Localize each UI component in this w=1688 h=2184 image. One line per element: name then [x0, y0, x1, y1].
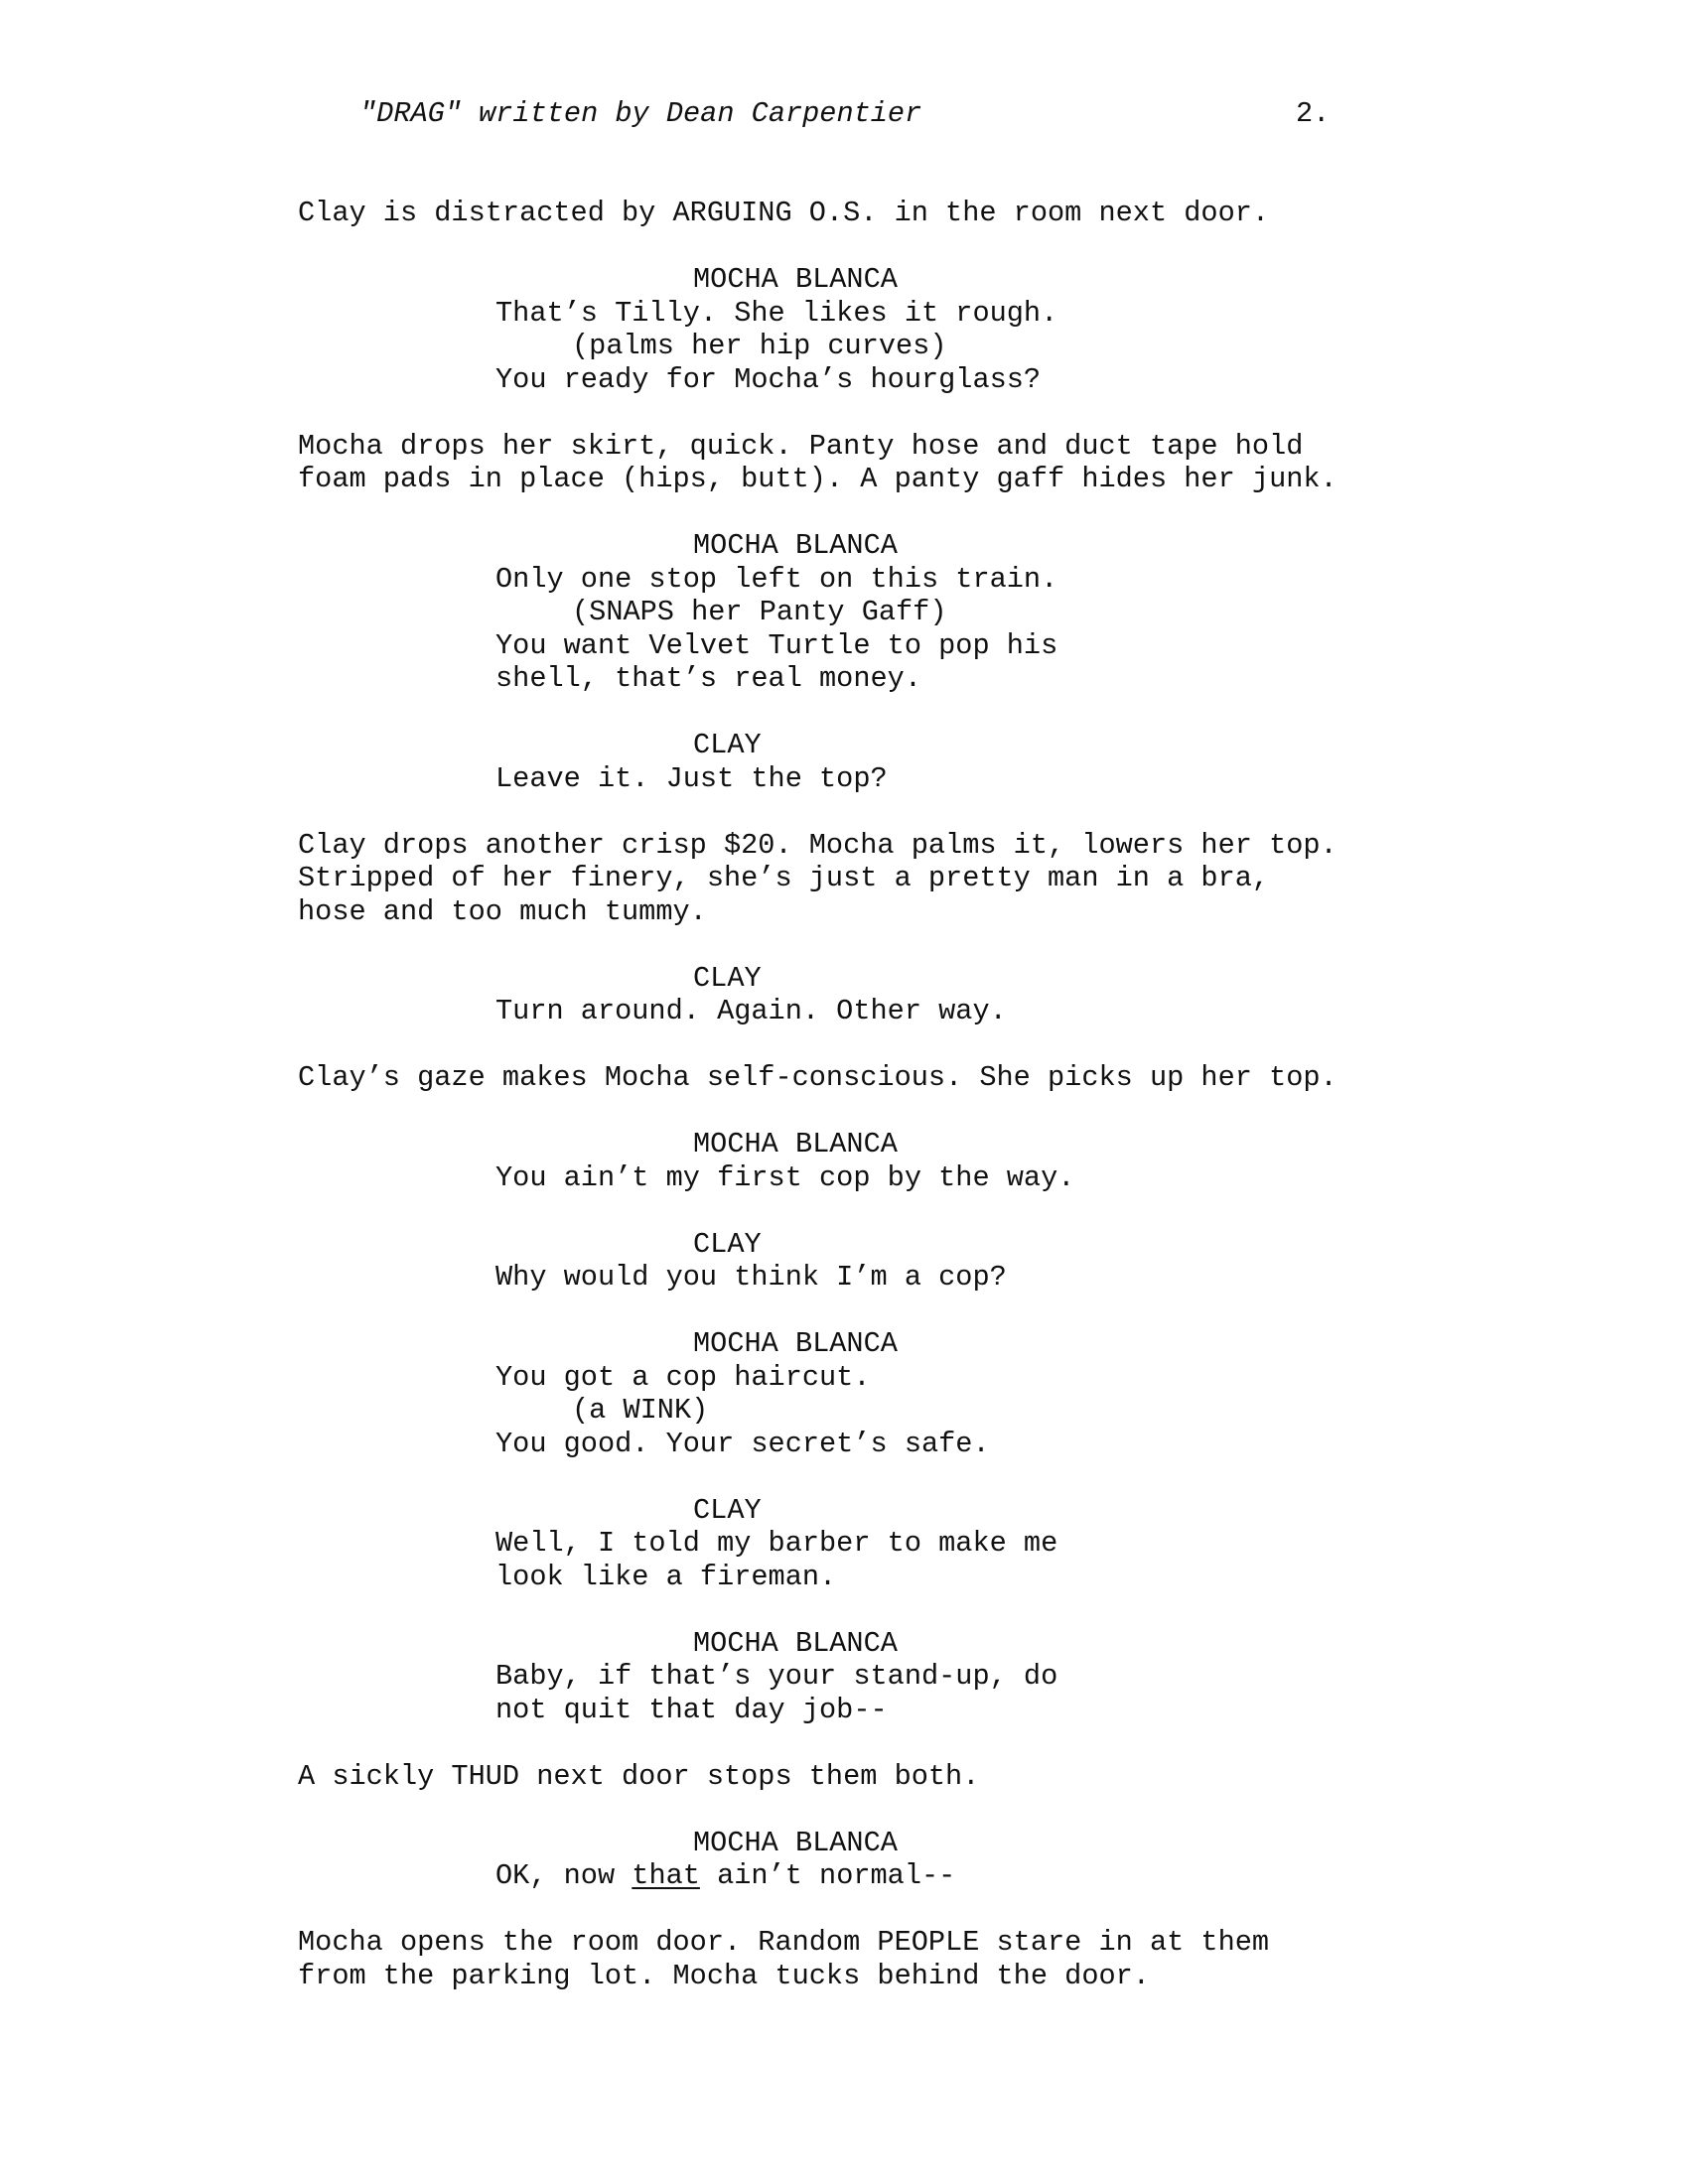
dialogue-line: Only one stop left on this train.: [495, 562, 1058, 596]
parenthetical-line: (palms her hip curves): [572, 330, 947, 362]
blank-line: [0, 396, 1688, 430]
dialogue-line: That’s Tilly. She likes it rough.: [495, 296, 1058, 330]
action-line: foam pads in place (hips, butt). A panty gaff hides her junk.: [298, 463, 1337, 495]
action-line: Mocha opens the room door. Random PEOPLE stare in at them: [298, 1926, 1270, 1959]
blank-line: [0, 1194, 1688, 1228]
blank-line: [0, 696, 1688, 730]
blank-line: [0, 496, 1688, 530]
blank-line: [0, 1028, 1688, 1062]
header-title: "DRAG" written by Dean Carpentier: [359, 97, 922, 130]
action-line: from the parking lot. Mocha tucks behind the door.: [298, 1959, 1150, 1992]
action-line: hose and too much tummy.: [298, 894, 707, 928]
dialogue-line: Why would you think I’m a cop?: [495, 1261, 1007, 1294]
character-cue: MOCHA BLANCA: [693, 1327, 898, 1360]
action-line: Clay’s gaze makes Mocha self-conscious. She picks up her top.: [298, 1061, 1337, 1094]
blank-line: [0, 1793, 1688, 1827]
underlined-word: that: [632, 1859, 700, 1892]
action-line: Clay is distracted by ARGUING O.S. in the room next door.: [298, 197, 1270, 229]
dialogue-line: You got a cop haircut.: [495, 1360, 871, 1394]
character-cue: MOCHA BLANCA: [693, 529, 898, 562]
page-number: 2.: [1296, 97, 1331, 130]
dialogue-line: shell, that’s real money.: [495, 662, 921, 695]
character-cue: CLAY: [693, 729, 762, 761]
dialogue-line: You ain’t my first cop by the way.: [495, 1160, 1075, 1194]
dialogue-line: Baby, if that’s your stand-up, do: [495, 1660, 1058, 1693]
blank-line: [0, 230, 1688, 264]
parenthetical-line: (a WINK): [572, 1394, 709, 1427]
blank-line: [0, 1593, 1688, 1627]
dialogue-line: You good. Your secret’s safe.: [495, 1427, 990, 1460]
character-cue: MOCHA BLANCA: [693, 263, 898, 296]
dialogue-line: Turn around. Again. Other way.: [495, 995, 1007, 1027]
blank-line: [0, 928, 1688, 962]
character-cue: MOCHA BLANCA: [693, 1626, 898, 1660]
blank-line: [0, 1295, 1688, 1328]
blank-line: [0, 1460, 1688, 1494]
dialogue-line: Leave it. Just the top?: [495, 761, 888, 795]
dialogue-line: not quit that day job--: [495, 1693, 888, 1726]
blank-line: [0, 1726, 1688, 1760]
action-line: Mocha drops her skirt, quick. Panty hose and duct tape hold: [298, 429, 1304, 463]
character-cue: CLAY: [693, 1493, 762, 1527]
dialogue-line: look like a fireman.: [495, 1560, 837, 1593]
dialogue-line: You ready for Mocha’s hourglass?: [495, 362, 1042, 396]
action-line: Stripped of her finery, she’s just a pretty man in a bra,: [298, 862, 1270, 894]
dialogue-line: Well, I told my barber to make me: [495, 1527, 1058, 1560]
action-line: Clay drops another crisp $20. Mocha palms it, lowers her top.: [298, 828, 1337, 862]
dialogue-line: You want Velvet Turtle to pop his: [495, 628, 1058, 662]
blank-line: [0, 795, 1688, 829]
script-body: [0, 197, 1688, 1992]
character-cue: MOCHA BLANCA: [693, 1826, 898, 1859]
blank-line: [0, 1893, 1688, 1927]
blank-line: [0, 1095, 1688, 1129]
parenthetical-line: (SNAPS her Panty Gaff): [572, 596, 947, 628]
dialogue-line: OK, now that ain’t normal--: [495, 1859, 956, 1892]
action-line: A sickly THUD next door stops them both.: [298, 1759, 980, 1793]
character-cue: CLAY: [693, 961, 762, 995]
character-cue: MOCHA BLANCA: [693, 1128, 898, 1160]
character-cue: CLAY: [693, 1227, 762, 1261]
